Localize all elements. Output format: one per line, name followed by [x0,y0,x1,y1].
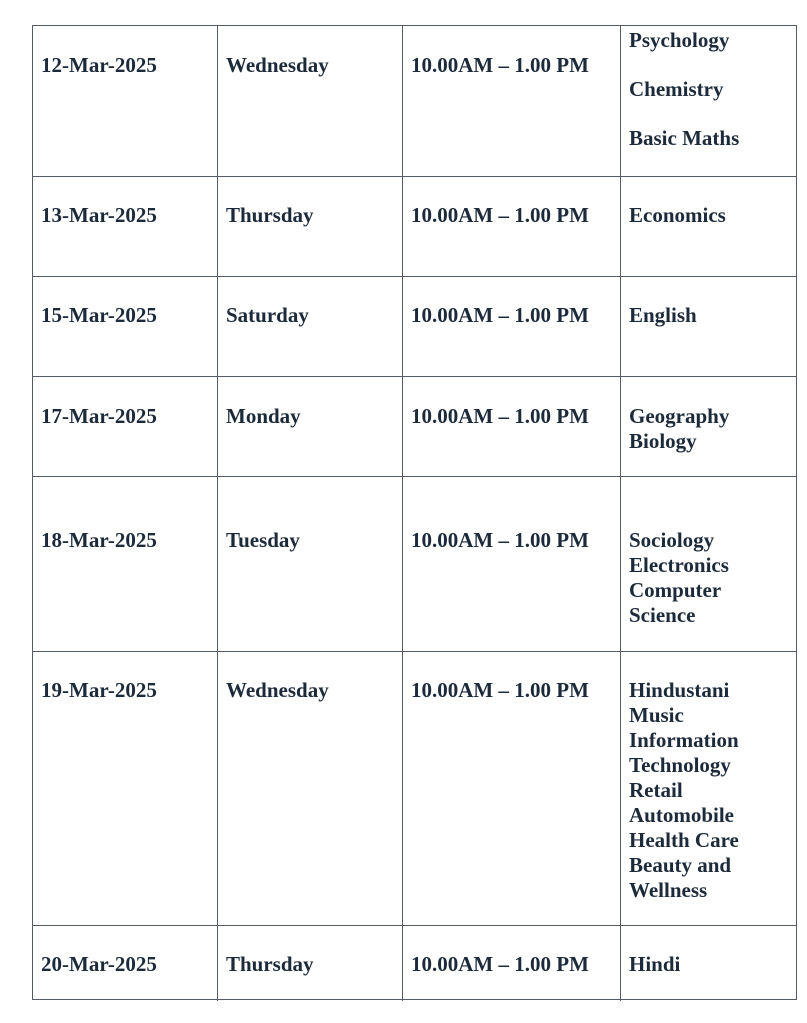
subject-name: Technology [629,753,731,777]
subject-name: Health Care [629,828,739,852]
subject-name: Science [629,603,696,627]
day-cell [218,652,403,925]
exam-day: Wednesday [226,53,329,77]
time-cell [403,926,621,1001]
day-cell [218,377,403,476]
subject-name: Biology [629,429,697,453]
exam-day: Tuesday [226,528,300,552]
subject-name: Retail [629,778,683,802]
table-row [33,26,796,177]
exam-day: Thursday [226,952,314,976]
date-cell [33,477,218,651]
subject-name: Economics [629,203,726,227]
subject-name: Music [629,703,684,727]
subject-name: Chemistry [629,77,724,101]
subject-name: Hindi [629,952,681,976]
subjects-cell [621,177,796,276]
table-row [33,652,796,926]
subject-name: Electronics [629,553,729,577]
subject-name: Beauty and [629,853,732,877]
exam-date: 17-Mar-2025 [41,404,157,428]
subject-name: Sociology [629,528,715,552]
date-cell [33,277,218,376]
subjects-cell [621,26,796,176]
subject-name: Automobile [629,803,734,827]
time-cell [403,277,621,376]
table-row [33,177,796,277]
exam-time: 10.00AM – 1.00 PM [411,528,589,552]
exam-time: 10.00AM – 1.00 PM [411,303,589,327]
subject-name: Computer [629,578,722,602]
exam-date: 20-Mar-2025 [41,952,157,976]
subject-name: Geography [629,404,730,428]
day-cell [218,477,403,651]
subjects-cell [621,652,796,925]
subjects-cell [621,926,796,1001]
subject-name: Psychology [629,28,730,52]
exam-date: 19-Mar-2025 [41,678,157,702]
exam-day: Thursday [226,203,314,227]
subjects-cell [621,477,796,651]
time-cell [403,477,621,651]
table-row [33,926,796,1001]
day-cell [218,177,403,276]
exam-time: 10.00AM – 1.00 PM [411,404,589,428]
subject-name: Information [629,728,739,752]
subject-name: Hindustani [629,678,730,702]
subjects-cell [621,377,796,476]
time-cell [403,177,621,276]
exam-date: 12-Mar-2025 [41,53,157,77]
table-row [33,477,796,652]
subjects-cell [621,277,796,376]
time-cell [403,26,621,176]
date-cell [33,377,218,476]
day-cell [218,277,403,376]
table-row [33,377,796,477]
exam-day: Wednesday [226,678,329,702]
time-cell [403,377,621,476]
exam-date: 13-Mar-2025 [41,203,157,227]
day-cell [218,926,403,1001]
day-cell [218,26,403,176]
subject-name: Wellness [629,878,708,902]
date-cell [33,926,218,1001]
exam-time: 10.00AM – 1.00 PM [411,203,589,227]
date-cell [33,177,218,276]
date-cell [33,26,218,176]
table-row [33,277,796,377]
time-cell [403,652,621,925]
exam-time: 10.00AM – 1.00 PM [411,53,589,77]
subject-name: English [629,303,697,327]
subject-name: Basic Maths [629,126,740,150]
date-cell [33,652,218,925]
exam-day: Monday [226,404,301,428]
exam-date: 15-Mar-2025 [41,303,157,327]
exam-time: 10.00AM – 1.00 PM [411,952,589,976]
exam-time: 10.00AM – 1.00 PM [411,678,589,702]
exam-day: Saturday [226,303,309,327]
exam-schedule-table [32,25,797,1000]
exam-date: 18-Mar-2025 [41,528,157,552]
